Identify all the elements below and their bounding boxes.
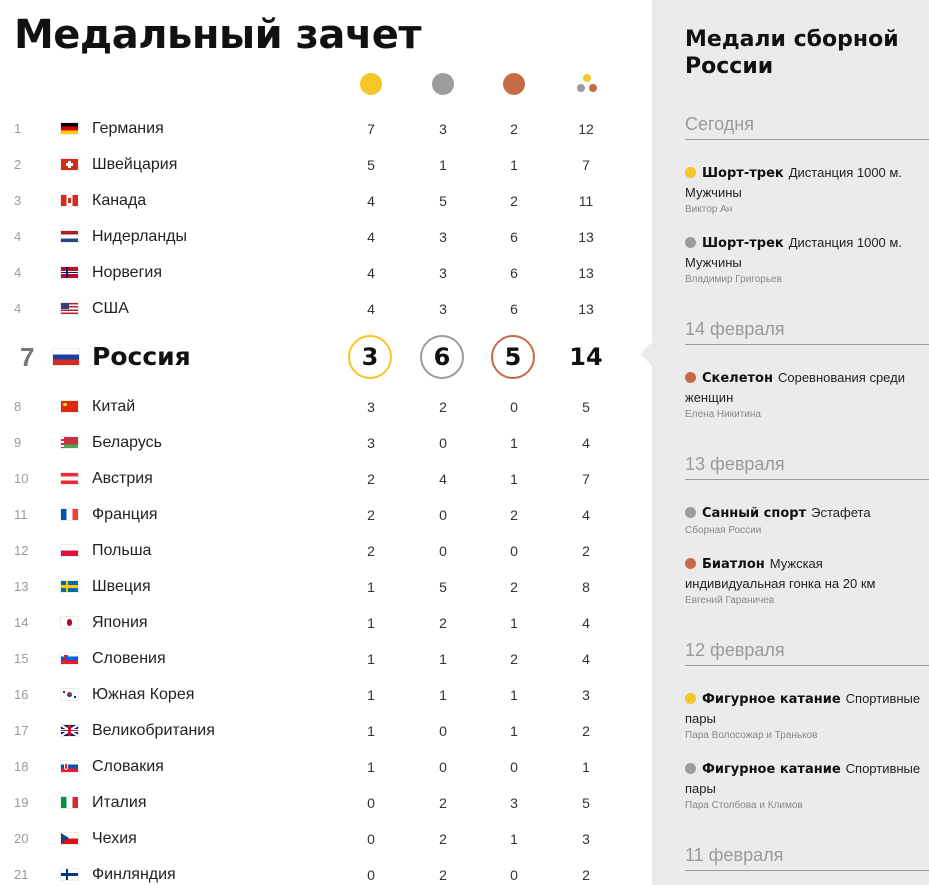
table-row[interactable]	[0, 569, 652, 605]
medal-event[interactable]	[685, 233, 925, 287]
bronze-count: 2	[510, 579, 518, 595]
gold-count: 1	[367, 579, 375, 595]
rank-cell: 4	[14, 229, 22, 244]
flag-fi-icon	[61, 869, 78, 880]
flag-de-icon	[61, 123, 78, 134]
gold-medal-icon	[360, 73, 382, 95]
silver-count: 3	[439, 229, 447, 245]
gold-count: 4	[367, 229, 375, 245]
page-title: Медальный зачет	[14, 12, 422, 58]
event-discipline: Спортивные пары	[685, 691, 921, 726]
bronze-count: 2	[510, 507, 518, 523]
medal-event[interactable]	[685, 689, 925, 743]
rank-cell: 15	[14, 651, 29, 666]
country-name: Чехия	[92, 830, 137, 847]
flag-by-icon	[61, 437, 78, 448]
table-row[interactable]	[0, 785, 652, 821]
flag-sk-icon	[61, 761, 78, 772]
gold-medal-icon	[685, 693, 696, 704]
total-count: 8	[582, 579, 590, 595]
country-name: Беларусь	[92, 434, 162, 451]
silver-count: 0	[439, 543, 447, 559]
flag-se-icon	[61, 581, 78, 592]
rank-cell: 17	[14, 723, 29, 738]
gold-count: 4	[367, 265, 375, 281]
event-sport: Шорт-трек	[702, 166, 784, 181]
silver-count: 3	[439, 301, 447, 317]
silver-count: 3	[439, 265, 447, 281]
table-row[interactable]	[0, 677, 652, 713]
silver-medal-icon	[432, 73, 454, 95]
gold-count: 7	[367, 121, 375, 137]
event-athlete: Елена Никитина	[685, 409, 761, 420]
country-name: Япония	[92, 614, 148, 631]
day-label: 11 февраля	[685, 845, 784, 865]
bronze-count: 1	[510, 471, 518, 487]
silver-count: 0	[439, 507, 447, 523]
medal-event[interactable]	[685, 163, 925, 217]
rank-cell: 21	[14, 867, 29, 882]
silver-medal-icon	[685, 237, 696, 248]
bronze-count: 1	[510, 157, 518, 173]
country-name: Италия	[92, 794, 147, 811]
silver-count: 2	[439, 795, 447, 811]
event-discipline: Спортивные пары	[685, 761, 921, 796]
medal-event[interactable]	[685, 759, 925, 813]
gold-count: 2	[367, 471, 375, 487]
panel-pointer	[640, 342, 652, 366]
event-sport: Фигурное катание	[702, 762, 841, 777]
flag-ca-icon	[61, 195, 78, 206]
country-name: Австрия	[92, 470, 153, 487]
gold-count: 3	[367, 435, 375, 451]
silver-medal-icon	[685, 507, 696, 518]
flag-no-icon	[61, 267, 78, 278]
total-count: 4	[582, 435, 590, 451]
table-row[interactable]	[0, 291, 652, 327]
event-discipline: Соревнования среди женщин	[685, 370, 905, 405]
table-row[interactable]	[0, 857, 652, 885]
event-athlete: Сборная России	[685, 525, 762, 536]
total-count: 3	[582, 687, 590, 703]
russia-medals-panel	[652, 0, 929, 885]
bronze-medal-icon	[685, 372, 696, 383]
bronze-count-ring: 5	[491, 335, 535, 379]
country-name: Китай	[92, 398, 136, 415]
country-name: Франция	[92, 506, 158, 523]
silver-count: 2	[439, 867, 447, 883]
panel-title: Медали сборной России	[685, 27, 899, 79]
silver-medal-icon	[685, 763, 696, 774]
country-name: Южная Корея	[92, 686, 195, 703]
country-name: Финляндия	[92, 866, 176, 883]
gold-count: 0	[367, 795, 375, 811]
silver-count: 5	[439, 193, 447, 209]
country-name: Россия	[92, 342, 191, 371]
bronze-count: 6	[510, 301, 518, 317]
medal-event[interactable]	[685, 503, 925, 538]
table-row-highlighted[interactable]	[0, 327, 652, 387]
event-athlete: Пара Столбова и Климов	[685, 800, 803, 811]
country-name: Норвегия	[92, 264, 163, 281]
flag-it-icon	[61, 797, 78, 808]
flag-ch-icon	[61, 159, 78, 170]
total-medals-icon	[575, 74, 599, 96]
event-athlete: Виктор Ан	[685, 204, 733, 215]
gold-count: 1	[367, 759, 375, 775]
flag-si-icon	[61, 653, 78, 664]
bronze-medal-icon	[685, 558, 696, 569]
rank-cell: 2	[14, 157, 22, 172]
total-count: 13	[578, 265, 594, 281]
rank-cell: 18	[14, 759, 29, 774]
rank-cell: 3	[14, 193, 22, 208]
bronze-count: 2	[510, 121, 518, 137]
country-name: Швейцария	[92, 156, 178, 173]
table-row[interactable]	[0, 821, 652, 857]
gold-count: 4	[367, 193, 375, 209]
total-count: 5	[582, 399, 590, 415]
bronze-count: 1	[510, 687, 518, 703]
event-sport: Шорт-трек	[702, 236, 784, 251]
silver-count: 0	[439, 435, 447, 451]
medal-event[interactable]	[685, 554, 925, 608]
event-sport: Скелетон	[702, 371, 773, 386]
rank-cell: 16	[14, 687, 29, 702]
event-discipline: Дистанция 1000 м. Мужчины	[685, 235, 902, 270]
bronze-count: 1	[510, 723, 518, 739]
silver-count: 1	[439, 157, 447, 173]
total-count: 13	[578, 301, 594, 317]
total-count: 11	[578, 193, 594, 209]
day-header	[685, 841, 929, 871]
flag-at-icon	[61, 473, 78, 484]
day-label: 12 февраля	[685, 640, 785, 660]
rank-cell: 7	[20, 342, 35, 372]
table-row[interactable]	[0, 641, 652, 677]
event-sport: Фигурное катание	[702, 692, 841, 707]
table-row[interactable]	[0, 605, 652, 641]
gold-count: 5	[367, 157, 375, 173]
medal-event[interactable]	[685, 368, 925, 422]
table-row[interactable]	[0, 255, 652, 291]
rank-cell: 14	[14, 615, 29, 630]
bronze-count: 0	[510, 759, 518, 775]
rank-cell: 9	[14, 435, 22, 450]
country-name: Нидерланды	[92, 228, 187, 245]
event-discipline: Мужская индивидуальная гонка на 20 км	[685, 556, 876, 591]
silver-count: 1	[439, 687, 447, 703]
flag-pl-icon	[61, 545, 78, 556]
gold-count-ring: 3	[348, 335, 392, 379]
day-label: 13 февраля	[685, 454, 785, 474]
country-name: Словения	[92, 650, 166, 667]
rank-cell: 12	[14, 543, 29, 558]
total-count: 4	[582, 615, 590, 631]
silver-count: 3	[439, 121, 447, 137]
flag-ru-icon	[53, 349, 79, 365]
silver-count: 0	[439, 759, 447, 775]
table-row[interactable]	[0, 183, 652, 219]
flag-jp-icon	[61, 617, 78, 628]
silver-count: 1	[439, 651, 447, 667]
event-sport: Биатлон	[702, 557, 765, 572]
bronze-count: 2	[510, 651, 518, 667]
table-row[interactable]	[0, 425, 652, 461]
flag-gb-icon	[61, 725, 78, 736]
event-discipline: Дистанция 1000 м. Мужчины	[685, 165, 902, 200]
country-name: Швеция	[92, 578, 151, 595]
country-name: Германия	[92, 120, 164, 137]
gold-count: 1	[367, 615, 375, 631]
bronze-count: 3	[510, 795, 518, 811]
table-row[interactable]	[0, 389, 652, 425]
total-count: 4	[582, 651, 590, 667]
gold-count: 0	[367, 831, 375, 847]
table-row[interactable]	[0, 219, 652, 255]
gold-count: 2	[367, 543, 375, 559]
bronze-count: 0	[510, 399, 518, 415]
rank-cell: 4	[14, 301, 22, 316]
gold-count: 1	[367, 723, 375, 739]
rank-cell: 1	[14, 121, 22, 136]
total-count: 4	[582, 507, 590, 523]
country-name: Великобритания	[92, 722, 215, 739]
table-row[interactable]	[0, 749, 652, 785]
total-count: 2	[582, 723, 590, 739]
silver-count: 5	[439, 579, 447, 595]
country-name: Словакия	[92, 758, 164, 775]
event-sport: Санный спорт	[702, 506, 807, 521]
country-name: Польша	[92, 542, 152, 559]
total-count: 12	[578, 121, 594, 137]
day-header	[685, 450, 929, 480]
silver-count: 4	[439, 471, 447, 487]
rank-cell: 19	[14, 795, 29, 810]
gold-count: 4	[367, 301, 375, 317]
rank-cell: 13	[14, 579, 29, 594]
table-row[interactable]	[0, 533, 652, 569]
flag-us-icon	[61, 303, 78, 314]
bronze-count: 6	[510, 229, 518, 245]
silver-count: 2	[439, 399, 447, 415]
gold-count: 1	[367, 651, 375, 667]
day-label: Сегодня	[685, 114, 754, 134]
rank-cell: 11	[14, 507, 28, 522]
day-header	[685, 315, 929, 345]
total-count: 7	[582, 471, 590, 487]
flag-kr-icon	[61, 689, 78, 700]
flag-fr-icon	[61, 509, 78, 520]
event-discipline: Эстафета	[811, 505, 871, 520]
table-row[interactable]	[0, 713, 652, 749]
total-count: 3	[582, 831, 590, 847]
silver-count: 2	[439, 831, 447, 847]
table-row[interactable]	[0, 461, 652, 497]
table-row[interactable]	[0, 497, 652, 533]
event-athlete: Владимир Григорьев	[685, 274, 782, 285]
table-row[interactable]	[0, 111, 652, 147]
gold-count: 3	[367, 399, 375, 415]
gold-count: 2	[367, 507, 375, 523]
bronze-medal-icon	[503, 73, 525, 95]
total-count: 5	[582, 795, 590, 811]
event-athlete: Пара Волосожар и Траньков	[685, 730, 818, 741]
bronze-count: 2	[510, 193, 518, 209]
total-count: 13	[578, 229, 594, 245]
country-name: США	[92, 300, 129, 317]
rank-cell: 8	[14, 399, 22, 414]
day-label: 14 февраля	[685, 319, 785, 339]
table-row[interactable]	[0, 147, 652, 183]
flag-cn-icon	[61, 401, 78, 412]
silver-count: 2	[439, 615, 447, 631]
bronze-count: 0	[510, 543, 518, 559]
total-count: 2	[582, 867, 590, 883]
country-name: Канада	[92, 192, 147, 209]
total-count: 1	[582, 759, 590, 775]
rank-cell: 20	[14, 831, 29, 846]
silver-count: 0	[439, 723, 447, 739]
flag-nl-icon	[61, 231, 78, 242]
total-count: 2	[582, 543, 590, 559]
bronze-count: 6	[510, 265, 518, 281]
rank-cell: 4	[14, 265, 22, 280]
flag-cz-icon	[61, 833, 78, 844]
bronze-count: 0	[510, 867, 518, 883]
gold-count: 0	[367, 867, 375, 883]
day-header	[685, 636, 929, 666]
total-count: 7	[582, 157, 590, 173]
day-header	[685, 110, 929, 140]
gold-count: 1	[367, 687, 375, 703]
rank-cell: 10	[14, 471, 29, 486]
gold-medal-icon	[685, 167, 696, 178]
bronze-count: 1	[510, 831, 518, 847]
bronze-count: 1	[510, 435, 518, 451]
total-count: 14	[569, 343, 603, 371]
bronze-count: 1	[510, 615, 518, 631]
silver-count-ring: 6	[420, 335, 464, 379]
event-athlete: Евгений Гараничев	[685, 595, 775, 606]
